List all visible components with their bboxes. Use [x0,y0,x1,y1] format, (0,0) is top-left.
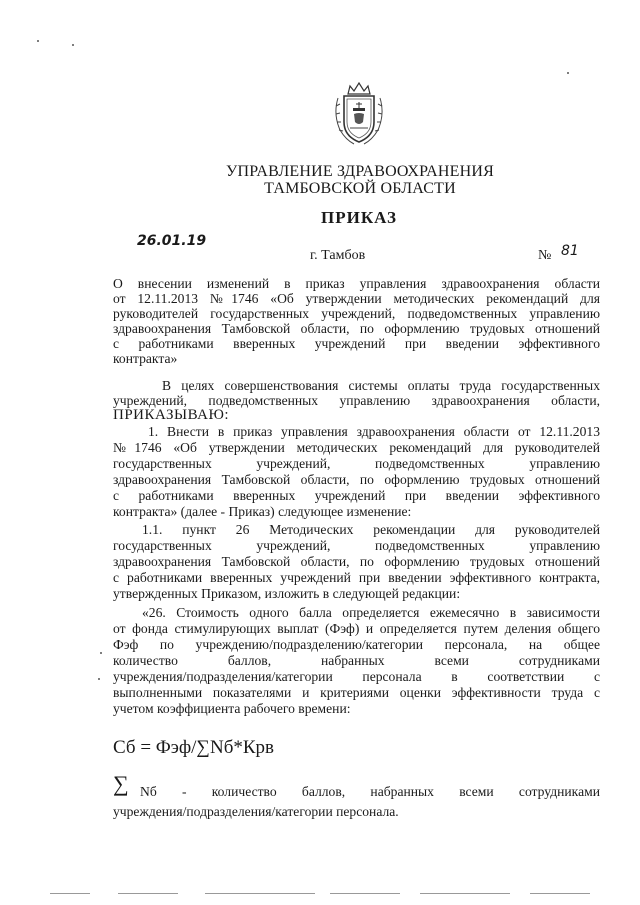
scan-speck [100,652,102,654]
body-line: 1. Внести в приказ управления здравоохранения области от 12.11.2013 [148,424,600,439]
body-line: государственных учреждений, подведомственных управлению [113,538,600,553]
title-line: от 12.11.2013 №1746 «Об утверждении методических рекомендаций для [113,291,600,306]
scan-edge-line [330,893,400,894]
organization-name-line2: ТАМБОВСКОЙ ОБЛАСТИ [264,180,456,197]
body-line: 1.1. пункт 26 Методических рекомендации для руководителей [142,522,600,537]
sum-symbol: ∑ [113,771,129,796]
title-line: О внесении изменений в приказ управления здравоохранения области [113,276,600,291]
body-line: №1746 «Об утверждении методических рекомендаций для руководителей [113,440,600,455]
order-keyword: ПРИКАЗЫВАЮ: [113,407,230,423]
body-line: Фэф по учреждению/подразделению/категории персонала, на общее [113,637,600,652]
formula: Сб = Фэф/∑Nб*Крв [113,737,275,758]
scan-edge-line [118,893,178,894]
organization-name-line1: УПРАВЛЕНИЕ ЗДРАВООХРАНЕНИЯ [225,163,495,180]
body-line: здравоохранения Тамбовской области, по оформлению трудовых отношений [113,472,600,487]
title-line: здравоохранения Тамбовской области, по оформлению трудовых отношений [113,321,600,336]
body-line: с работниками вверенных учреждений при введении эффективного контракта, [113,570,600,585]
title-line: контракта» [113,351,178,366]
body-line: учреждения/подразделения/категории персонала в соответствии с [113,669,600,684]
scan-speck [37,40,39,42]
scan-speck [98,678,100,680]
body-line: здравоохранения Тамбовской области, по оформлению трудовых отношений [113,554,600,569]
scan-edge-line [420,893,510,894]
body-line: В целях совершенствования системы оплаты труда государственных [162,378,600,393]
body-line: учреждений, подведомственных управлению здравоохранения области, [113,393,600,408]
body-line: выполненными показателями и критериями оценки эффективности труда с [113,685,600,700]
scan-speck [72,44,74,46]
scan-edge-line [50,893,90,894]
body-line: государственных учреждений, подведомственных управлению [113,456,600,471]
scan-speck [567,72,569,74]
body-line: количество баллов, набранных всеми сотрудниками [113,653,600,668]
sum-definition-line: учреждения/подразделения/категории персонала. [113,804,399,819]
title-line: руководителей государственных учреждений, подведомственных управлению [113,306,600,321]
handwritten-date: 26.01.19 [137,233,207,249]
city-label: г. Тамбов [310,248,366,263]
body-line: учетом коэффициента рабочего времени: [113,701,351,716]
handwritten-order-number: 81 [561,243,579,259]
tambov-coat-of-arms-icon [330,78,388,148]
scan-edge-line [530,893,590,894]
sum-definition-line: Nб - количество баллов, набранных всеми сотрудниками [140,784,600,799]
document-type-title: ПРИКАЗ [321,208,397,227]
body-line: утвержденных Приказом, изложить в следующей редакции: [113,586,461,601]
body-line: «26. Стоимость одного балла определяется ежемесячно в зависимости [142,605,600,620]
scan-edge-line [205,893,315,894]
title-line: с работниками вверенных учреждений при введении эффективного [113,336,600,351]
order-number-label: № [538,248,552,263]
body-line: контракта» (далее - Приказ) следующее изменение: [113,504,412,519]
body-line: с работниками вверенных учреждений при введении эффективного [113,488,600,503]
body-line: от фонда стимулирующих выплат (Фэф) и определяется путем деления общего [113,621,600,636]
